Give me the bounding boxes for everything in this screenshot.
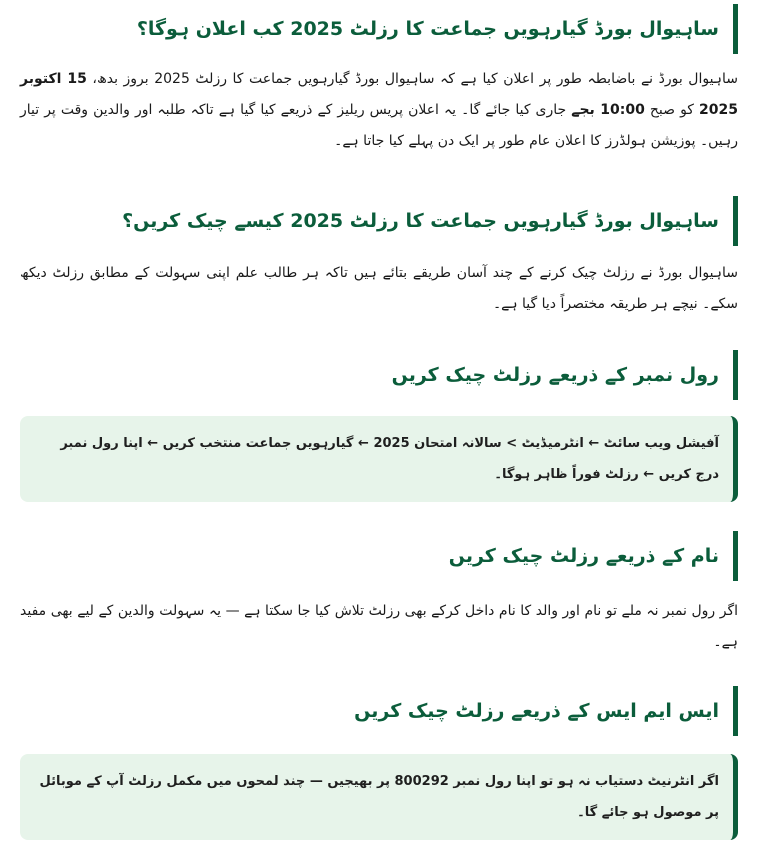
paragraph-announcement-details — [20, 64, 738, 157]
heading-how-to-check: ساہیوال بورڈ گیارہویں جماعت کا رزلٹ 2025 کیسے چیک کریں؟ — [122, 196, 738, 246]
heading-result-announcement-date: ساہیوال بورڈ گیارہویں جماعت کا رزلٹ 2025 کب اعلان ہوگا؟ — [137, 4, 738, 54]
roll-number-steps-box: آفیشل ویب سائٹ ← انٹرمیڈیٹ > سالانہ امتحان 2025 ← گیارہویں جماعت منتخب کریں ← اپنا رول نمبر درج کریں ← رزلٹ فوراً ظاہر ہوگا۔ — [20, 416, 738, 502]
announcement-text-part2: کو صبح — [644, 102, 700, 118]
sms-steps-box: اگر انٹرنیٹ دستیاب نہ ہو تو اپنا رول نمبر 800292 پر بھیجیں — چند لمحوں میں مکمل رزلٹ آپ کے موبائل پر موصول ہو جائے گا۔ — [20, 754, 738, 840]
announcement-date: 15 اکتوبر 2025 — [20, 71, 738, 118]
heading-check-by-roll-number: رول نمبر کے ذریعے رزلٹ چیک کریں — [392, 350, 738, 400]
announcement-text-part1: ساہیوال بورڈ نے باضابطہ طور پر اعلان کیا ہے کہ ساہیوال بورڈ گیارہویں جماعت کا رزلٹ 2025 بروز بدھ، — [86, 71, 738, 87]
heading-check-by-name: نام کے ذریعے رزلٹ چیک کریں — [449, 531, 738, 581]
paragraph-check-by-name: اگر رول نمبر نہ ملے تو نام اور والد کا نام داخل کرکے بھی رزلٹ تلاش کیا جا سکتا ہے — یہ سہولت والدین کے لیے بھی مفید ہے۔ — [20, 603, 738, 650]
paragraph-how-to-check: ساہیوال بورڈ نے رزلٹ چیک کرنے کے چند آسان طریقے بتائے ہیں تاکہ ہر طالب علم اپنی سہولت کے مطابق رزلٹ دیکھ سکے۔ نیچے ہر طریقہ مختصراً دیا گیا ہے۔ — [20, 265, 738, 312]
announcement-text-part3: جاری کیا جائے گا۔ یہ اعلان پریس ریلیز کے ذریعے کیا گیا ہے تاکہ طلبہ اور والدین وقت پر تیار رہیں۔ پوزیشن ہولڈرز کا اعلان عام طور پر ایک دن پہلے کیا جاتا ہے۔ — [20, 102, 738, 149]
announcement-time: 10:00 بجے — [571, 102, 645, 118]
heading-check-by-sms: ایس ایم ایس کے ذریعے رزلٹ چیک کریں — [354, 686, 738, 736]
